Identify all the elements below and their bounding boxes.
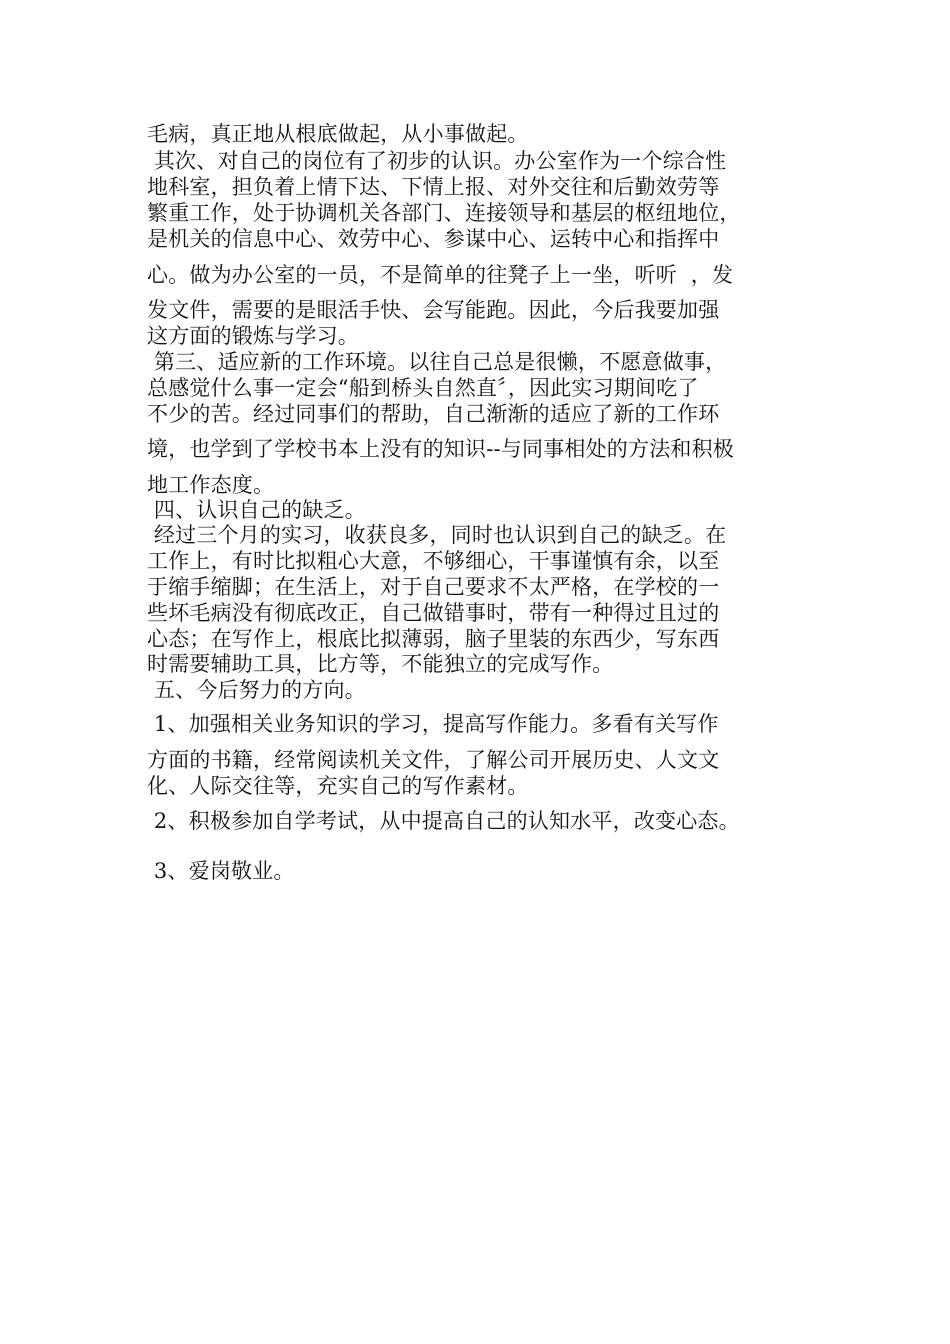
text-line: 这方面的锻炼与学习。 bbox=[147, 324, 359, 348]
text-line: 工作上，有时比拟粗心大意，不够细心，干事谨慎有余，以至 bbox=[147, 549, 720, 573]
text-line: 2、积极参加自学考试，从中提高自己的认知水平，改变心态。 bbox=[147, 809, 740, 833]
text-line: 第三、适应新的工作环境。以往自己总是很懒，不愿意做事， bbox=[147, 350, 727, 374]
text-line: 其次、对自己的岗位有了初步的认识。办公室作为一个综合性 bbox=[147, 149, 727, 173]
text-line: 心。做为办公室的一员，不是简单的往凳子上一坐，听听 ，发 bbox=[147, 263, 734, 287]
text-line: 境，也学到了学校书本上没有的知识--与同事相处的方法和积极 bbox=[147, 437, 734, 461]
text-line: 3、爱岗敬业。 bbox=[147, 859, 295, 883]
text-line: 繁重工作，处于协调机关各部门、连接领导和基层的枢纽地位， bbox=[147, 201, 741, 225]
text-line: 发文件，需要的是眼活手快、会写能跑。因此，今后我要加强 bbox=[147, 298, 720, 322]
text-line: 总感觉什么事一定会“船到桥头自然直〞，因此实习期间吃了 bbox=[147, 376, 699, 400]
text-line: 1、加强相关业务知识的学习，提高写作能力。多看有关写作 bbox=[147, 712, 719, 736]
text-line: 地工作态度。 bbox=[147, 473, 275, 497]
text-line: 五、今后努力的方向。 bbox=[147, 678, 366, 702]
text-line: 经过三个月的实习，收获良多，同时也认识到自己的缺乏。在 bbox=[147, 523, 727, 547]
text-line: 化、人际交往等，充实自己的写作素材。 bbox=[147, 774, 529, 798]
text-line: 心态；在写作上，根底比拟薄弱，脑子里装的东西少，写东西 bbox=[147, 627, 720, 651]
text-line: 地科室，担负着上情下达、下情上报、对外交往和后勤效劳等 bbox=[147, 175, 720, 199]
text-line: 是机关的信息中心、效劳中心、参谋中心、运转中心和指挥中 bbox=[147, 227, 720, 251]
text-line: 四、认识自己的缺乏。 bbox=[147, 498, 366, 522]
text-line: 毛病，真正地从根底做起，从小事做起。 bbox=[147, 122, 529, 146]
text-line: 不少的苦。经过同事们的帮助，自己渐渐的适应了新的工作环 bbox=[147, 402, 720, 426]
text-line: 时需要辅助工具，比方等，不能独立的完成写作。 bbox=[147, 652, 614, 676]
text-line: 方面的书籍，经常阅读机关文件，了解公司开展历史、人文文 bbox=[147, 748, 720, 772]
text-line: 于缩手缩脚；在生活上，对于自己要求不太严格，在学校的一 bbox=[147, 575, 720, 599]
text-line: 些坏毛病没有彻底改正，自己做错事时，带有一种得过且过的 bbox=[147, 601, 720, 625]
